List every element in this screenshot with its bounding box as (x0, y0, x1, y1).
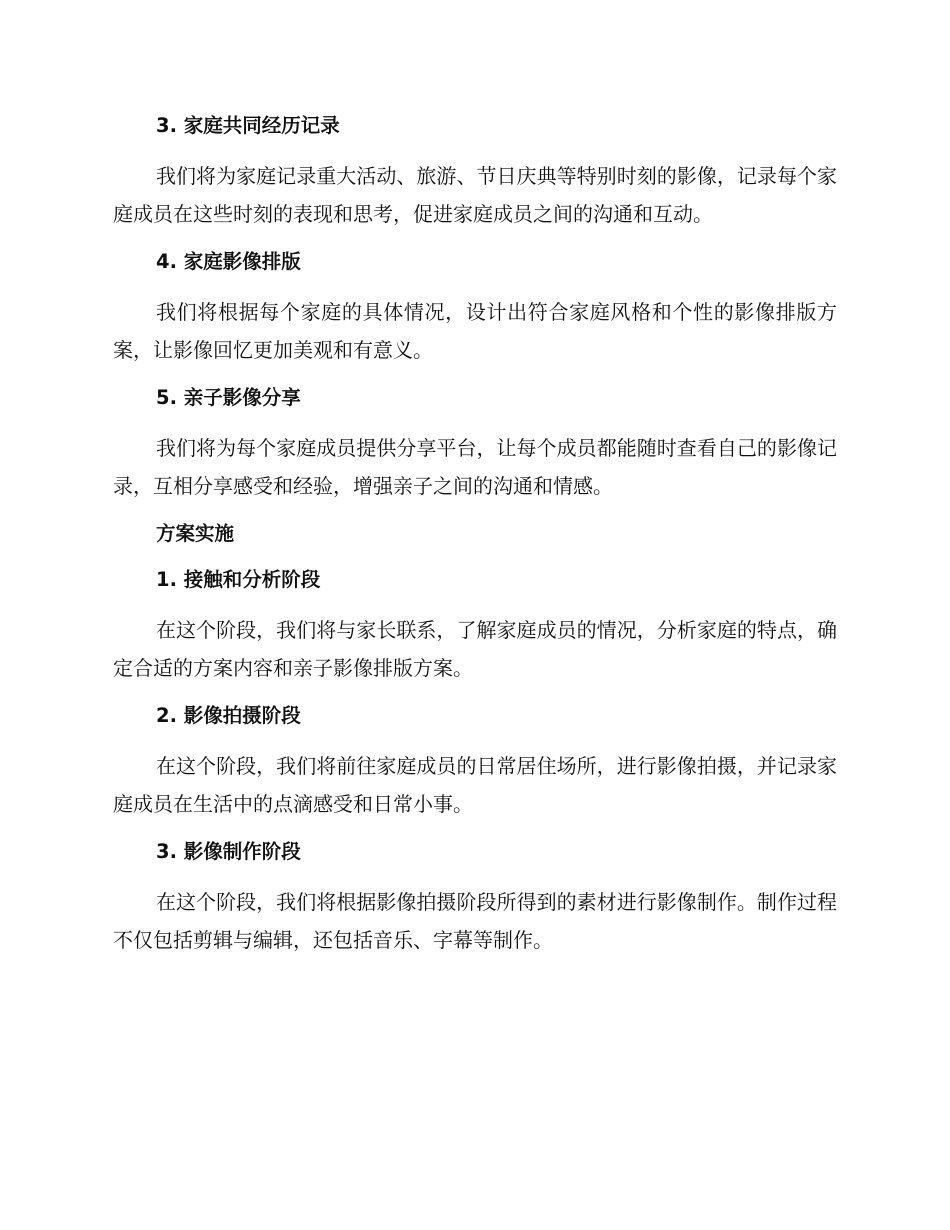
paragraph-shooting: 在这个阶段，我们将前往家庭成员的日常居住场所，进行影像拍摄，并记录家庭成员在生活中的点滴感受和日常小事。 (113, 754, 837, 816)
section-heading-implementation: 方案实施 (156, 522, 235, 545)
section-heading-production: 3. 影像制作阶段 (156, 840, 301, 863)
paragraph-image-layout: 我们将根据每个家庭的具体情况，设计出符合家庭风格和个性的影像排版方案，让影像回忆更加美观和有意义。 (113, 300, 837, 362)
section-heading-image-sharing: 5. 亲子影像分享 (156, 386, 301, 409)
paragraph-image-sharing: 我们将为每个家庭成员提供分享平台，让每个成员都能随时查看自己的影像记录，互相分享感受和经验，增强亲子之间的沟通和情感。 (113, 436, 837, 498)
paragraph-family-experience: 我们将为家庭记录重大活动、旅游、节日庆典等特别时刻的影像，记录每个家庭成员在这些时刻的表现和思考，促进家庭成员之间的沟通和互动。 (113, 164, 837, 226)
paragraph-contact-analysis: 在这个阶段，我们将与家长联系，了解家庭成员的情况，分析家庭的特点，确定合适的方案内容和亲子影像排版方案。 (113, 618, 837, 680)
paragraph-production: 在这个阶段，我们将根据影像拍摄阶段所得到的素材进行影像制作。制作过程不仅包括剪辑与编辑，还包括音乐、字幕等制作。 (113, 890, 837, 952)
section-heading-contact-analysis: 1. 接触和分析阶段 (156, 568, 321, 591)
section-heading-image-layout: 4. 家庭影像排版 (156, 250, 301, 273)
document-body (113, 111, 837, 973)
section-heading-family-experience: 3. 家庭共同经历记录 (156, 114, 340, 137)
section-heading-shooting: 2. 影像拍摄阶段 (156, 704, 301, 727)
